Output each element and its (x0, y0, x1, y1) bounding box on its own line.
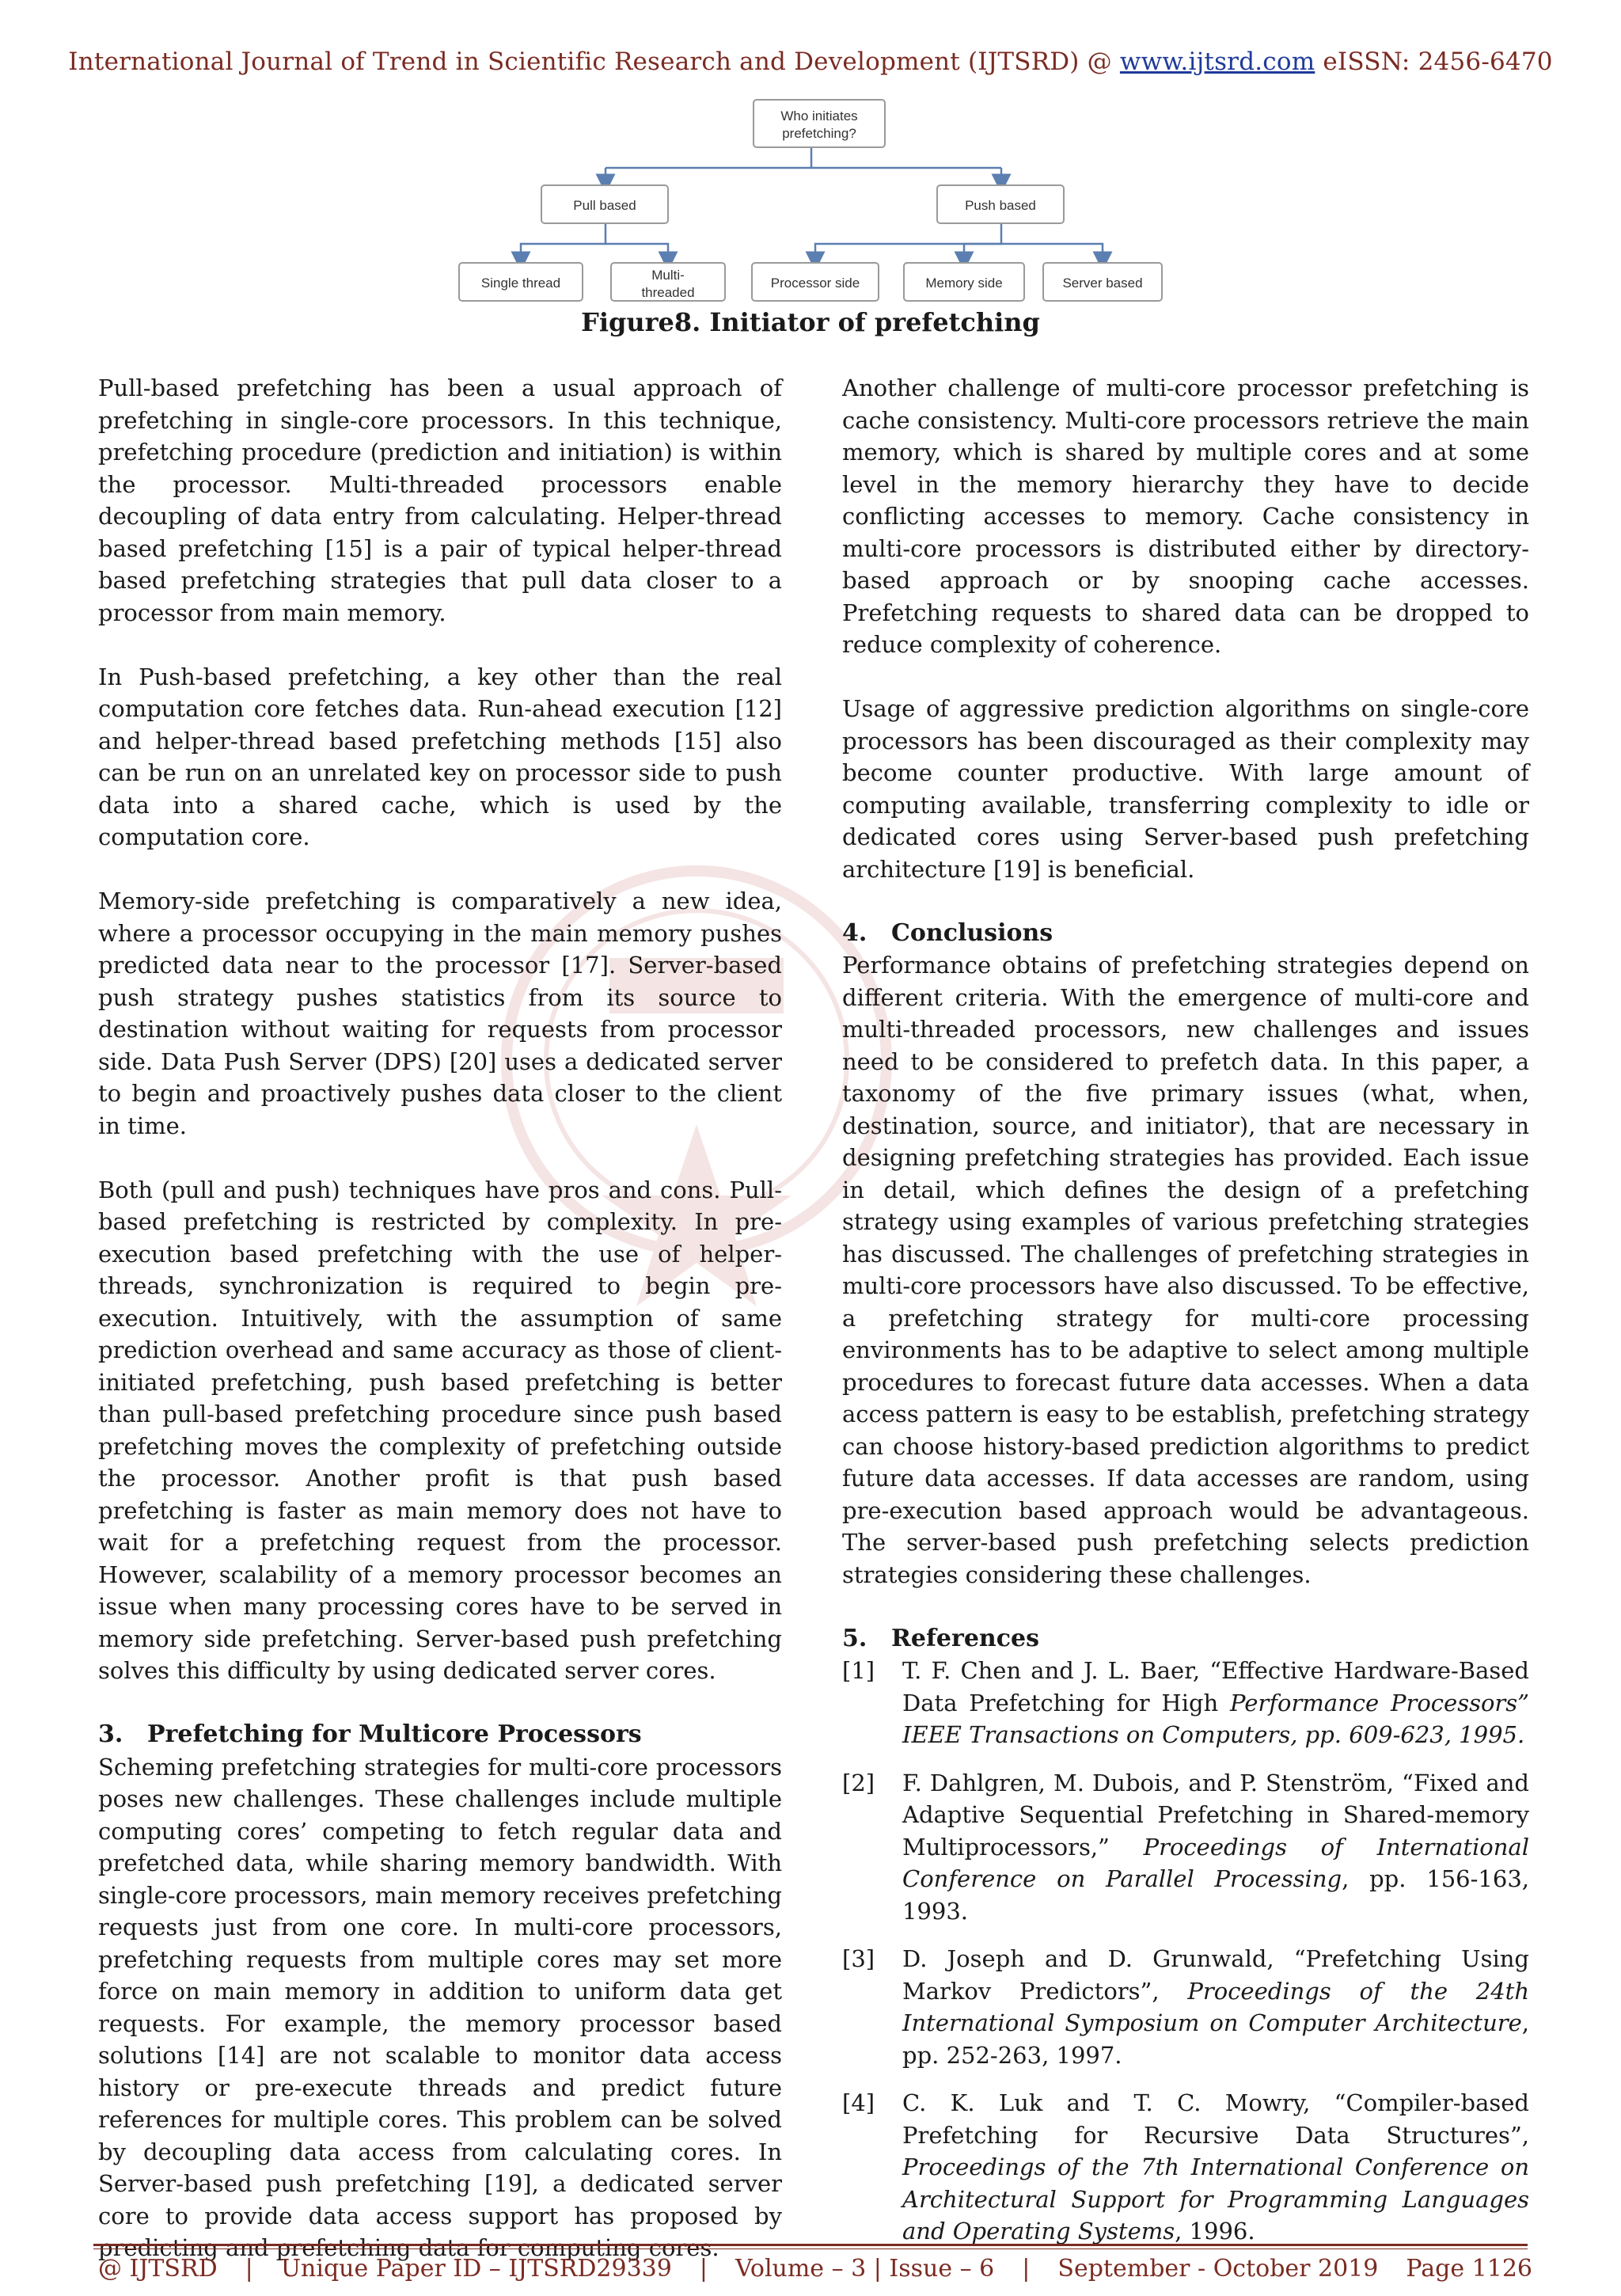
node-processor-label: Processor side (770, 276, 860, 291)
arrow-to-single (521, 223, 606, 261)
section-4-heading (842, 918, 1529, 950)
reference-details: , pp. 156-163, 1993. (902, 1865, 1529, 1925)
reference-number: [2] (842, 1769, 875, 1796)
reference-venue: Performance Processors” IEEE Transactions on Computers, pp. 609-623, 1995. (902, 1689, 1529, 1748)
reference-venue: Proceedings of the 7th International Conference on Architectural Support for Programming Languages and Operating Systems (902, 2153, 1529, 2245)
footer-page: Page 1126 (1406, 2255, 1532, 2283)
section-4-number: 4. (842, 918, 867, 947)
reference-item (842, 1767, 1529, 1928)
node-root-line2: prefetching? (782, 126, 856, 141)
journal-header (0, 48, 1621, 76)
reference-authors: D. Joseph and D. Grunwald, “Prefetching Using Markov Predictors”, (902, 1945, 1529, 2005)
reference-authors: F. Dahlgren, M. Dubois, and P. Stenström, “Fixed and Adaptive Sequential Prefetching in Shared-memory Multiprocessors,” (902, 1769, 1529, 1861)
arrow-to-multi (606, 244, 668, 261)
node-single-label: Single thread (480, 276, 561, 291)
reference-venue: Proceedings of the 24th International Symposium on Computer Architecture (902, 1977, 1530, 2036)
node-root (754, 100, 885, 147)
journal-name: International Journal of Trend in Scientific Research and Development (IJTSRD) @ (68, 48, 1120, 76)
node-push (937, 185, 1064, 223)
section-5-heading (842, 1623, 1529, 1655)
reference-details: , 1996. (1175, 2218, 1255, 2245)
reference-item (842, 2087, 1529, 2248)
node-processor-side (752, 263, 879, 301)
journal-issn: eISSN: 2456-6470 (1315, 48, 1553, 76)
footer-rule-thick (93, 2244, 1528, 2246)
footer-paper-id: Unique Paper ID – IJTSRD29339 (280, 2255, 672, 2283)
node-memory-side (904, 263, 1024, 301)
para-pros-cons: Both (pull and push) techniques have pros and cons. Pull-based prefetching is restricted by complexity. In pre-execution based prefetching with the use of helper-threads, synchronization is required to begin pre-execution. Intuitively, with the assumption of same prediction overhead and same accuracy as those of client-initiated prefetching, push based prefetching is better than pull-based prefetching procedure since push based prefetching moves the complexity of prefetching outside the processor. Another profit is that push based prefetching is faster as main memory does not have to wait for a prefetching request from the processor. However, scalability of a memory processor becomes an issue when many processing cores have to be served in memory side prefetching. Server-based push prefetching solves this difficulty by using dedicated server cores. (98, 1176, 782, 1684)
node-pull (541, 185, 668, 223)
figure-initiator-diagram (453, 97, 1170, 304)
reference-item (842, 1655, 1529, 1751)
page-footer (98, 2255, 1532, 2283)
left-column (98, 372, 782, 2296)
footer-volume: Volume – 3 | Issue – 6 (735, 2255, 995, 2283)
node-root-line1: Who initiates (780, 108, 858, 124)
section-3-title: Prefetching for Multicore Processors (147, 1720, 642, 1748)
node-server-label: Server based (1062, 276, 1143, 291)
footer-separator: | (699, 2255, 708, 2283)
reference-details: , pp. 252-263, 1997. (902, 2009, 1529, 2069)
reference-text (902, 1767, 1529, 1928)
reference-text (902, 2087, 1529, 2248)
section-3-heading (98, 1719, 782, 1751)
reference-item (842, 1943, 1529, 2071)
arrow-to-memory (964, 244, 1001, 261)
node-multi-line1: Multi- (651, 268, 685, 283)
para-multicore: Scheming prefetching strategies for multi-core processors poses new challenges. These challenges include multiple computing cores’ competing to fetch regular data and prefetched data, while sharing memory bandwidth. With single-core processors, main memory receives prefetching requests just from one core. In multi-core processors, prefetching requests from multiple cores may set more force on main memory in addition to uniform data get requests. For example, the memory processor based solutions [14] are not scalable to monitor data access history or pre-execute threads and predict future references for multiple cores. This problem can be solved by decoupling data access from calculating cores. In Server-based push prefetching [19], a dedicated server core to provide data access support has proposed by predicting and prefetching data for computing cores. (98, 1753, 782, 2261)
node-server-based (1043, 263, 1162, 301)
node-pull-label: Pull based (573, 198, 636, 213)
reference-text (902, 1655, 1529, 1751)
para-pull-based: Pull-based prefetching has been a usual approach of prefetching in single-core processors. In this technique, prefetching procedure (prediction and initiation) is within the processor. Multi-threaded processors enable decoupling of data entry from calculating. Helper-thread based prefetching [15] is a pair of typical helper-thread based prefetching strategies that pull data closer to a processor from main memory. (98, 374, 782, 626)
footer-date: September - October 2019 (1057, 2255, 1379, 2283)
section-4-title: Conclusions (891, 918, 1053, 947)
para-push-based: In Push-based prefetching, a key other than the real computation core fetches data. Run-ahead execution [12] and helper-thread based prefetching methods [15] also can be run on an unrelated key on processor side to push data into a shared cache, which is used by the computation core. (98, 663, 782, 850)
node-push-label: Push based (965, 198, 1036, 213)
section-5-title: References (891, 1624, 1039, 1652)
para-aggressive-prediction: Usage of aggressive prediction algorithms on single-core processors has been discouraged as their complexity may become counter productive. With large amount of computing available, transferring complexity to idle or dedicated cores using Server-based push prefetching architecture [19] is beneficial. (842, 695, 1529, 883)
right-column (842, 372, 1529, 2264)
reference-number: [4] (842, 2089, 875, 2116)
arrow-to-processor (815, 223, 1001, 261)
node-multi-threaded (611, 263, 725, 301)
footer-separator: | (1022, 2255, 1031, 2283)
reference-text (902, 1943, 1529, 2071)
journal-link[interactable]: www.ijtsrd.com (1119, 48, 1315, 76)
para-conclusions: Performance obtains of prefetching strategies depend on different criteria. With the emergence of multi-core and multi-threaded processors, new challenges and issues need to be considered to prefetch data. In this paper, a taxonomy of the five primary issues (what, when, destination, source, and initiator), that are necessary in designing prefetching strategies has provided. Each issue in detail, which defines the design of a prefetching strategy using examples of various prefetching strategies has discussed. The challenges of prefetching strategies in multi-core processors have also discussed. To be effective, a prefetching strategy for multi-core processing environments has to be adaptive to select among multiple procedures to forecast future data accesses. When a data access pattern is easy to be establish, prefetching strategy can choose history-based prediction algorithms to predict future data accesses. If data accesses are random, using pre-execution based approach would be advantageous. The server-based push prefetching selects prediction strategies considering these challenges. (842, 952, 1529, 1588)
section-5-number: 5. (842, 1624, 867, 1652)
reference-authors: T. F. Chen and J. L. Baer, “Effective Hardware-Based Data Prefetching for High (902, 1657, 1529, 1716)
section-3-number: 3. (98, 1720, 123, 1748)
para-memory-side: Memory-side prefetching is comparatively a new idea, where a processor occupying in the main memory pushes predicted data near to the processor [17]. Server-based push strategy pushes statistics from its source to destination without waiting for requests from processor side. Data Push Server (DPS) [20] uses a dedicated server to begin and proactively pushes data closer to the client in time. (98, 888, 782, 1139)
reference-list (842, 1655, 1529, 2248)
reference-number: [3] (842, 1945, 875, 1972)
node-single-thread (459, 263, 583, 301)
reference-authors: C. K. Luk and T. C. Mowry, “Compiler-based Prefetching for Recursive Data Structures”, (902, 2089, 1529, 2149)
node-multi-line2: threaded (641, 285, 695, 300)
figure-caption: Figure8. Initiator of prefetching (581, 307, 1040, 337)
reference-venue: Proceedings of International Conference on Parallel Processing (902, 1833, 1529, 1892)
node-memory-label: Memory side (925, 276, 1003, 291)
footer-brand: @ IJTSRD (98, 2255, 218, 2283)
reference-number: [1] (842, 1657, 875, 1684)
arrow-to-server (1001, 244, 1103, 261)
para-cache-consistency: Another challenge of multi-core processor prefetching is cache consistency. Multi-core processors retrieve the main memory, which is shared by multiple cores and at some level in the memory hierarchy they have to decide conflicting accesses to memory. Cache consistency in multi-core processors is distributed either by directory-based approach or by snooping cache accesses. Prefetching requests to shared data can be dropped to reduce complexity of coherence. (842, 374, 1529, 658)
initiator-tree-diagram (453, 97, 1170, 304)
footer-rule-thin (93, 2248, 1528, 2249)
footer-separator: | (245, 2255, 253, 2283)
